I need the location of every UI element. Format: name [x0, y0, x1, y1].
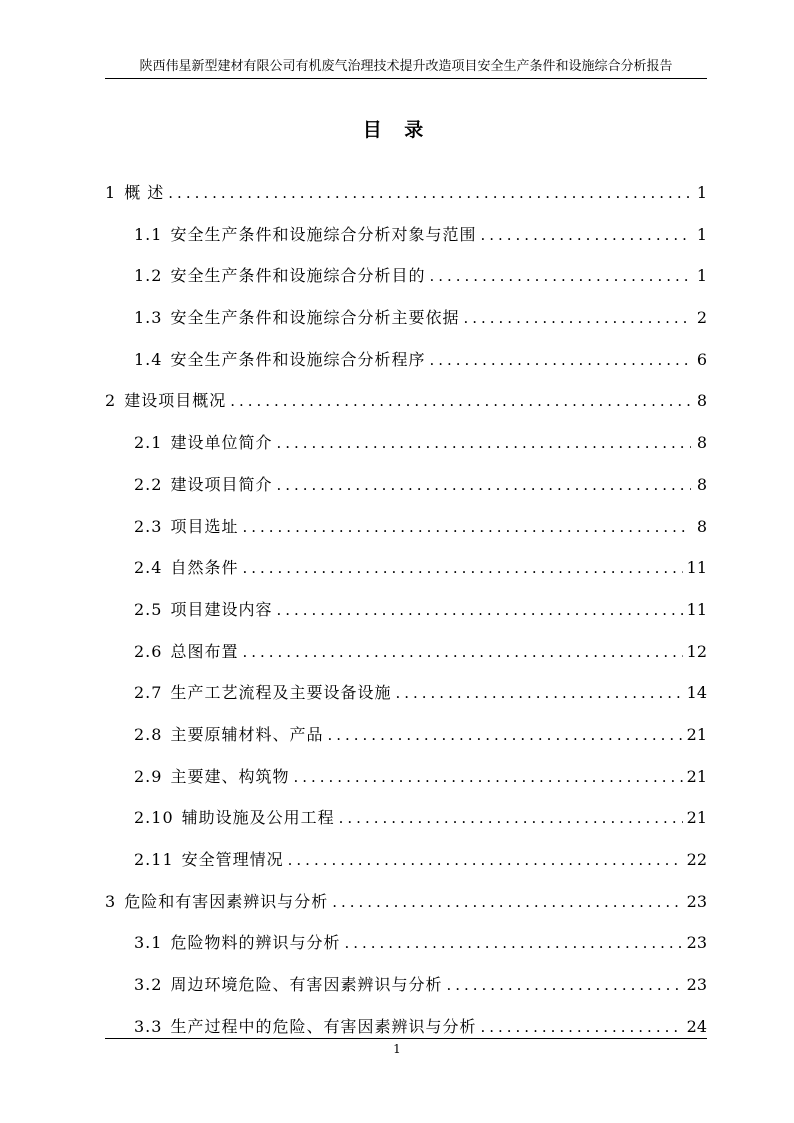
toc-dot-leader — [429, 347, 691, 373]
toc-entry-title: 危险和有害因素辨识与分析 — [124, 891, 329, 911]
toc-entry[interactable] — [105, 514, 707, 556]
toc-entry-page: 8 — [696, 391, 707, 411]
toc-entry[interactable] — [105, 722, 707, 764]
toc-entry-title: 安全生产条件和设施综合分析程序 — [170, 349, 426, 369]
toc-entry[interactable] — [105, 180, 707, 222]
toc-dot-leader — [480, 1014, 682, 1040]
toc-entry[interactable] — [105, 889, 707, 931]
toc-entry-page: 12 — [686, 641, 707, 661]
toc-entry-title: 总图布置 — [170, 641, 239, 661]
toc-entry-number: 2 — [105, 391, 117, 411]
toc-entry[interactable] — [105, 639, 707, 681]
toc-entry[interactable] — [105, 597, 707, 639]
toc-entry-title: 自然条件 — [170, 558, 239, 578]
toc-entry-page: 23 — [686, 891, 707, 911]
toc-dot-leader — [480, 222, 691, 248]
toc-dot-leader — [242, 639, 682, 665]
toc-dot-leader — [344, 930, 682, 956]
toc-entry-title: 主要建、构筑物 — [170, 766, 290, 786]
toc-entry-title: 主要原辅材料、产品 — [170, 724, 324, 744]
toc-entry[interactable] — [105, 305, 707, 347]
toc-entry-page: 2 — [696, 308, 707, 328]
toc-dot-leader — [332, 889, 682, 915]
toc-entry[interactable] — [105, 430, 707, 472]
toc-entry-page: 23 — [686, 975, 707, 995]
toc-dot-leader — [276, 430, 691, 456]
toc-entry-page: 22 — [686, 850, 707, 869]
toc-entry[interactable] — [105, 847, 707, 889]
toc-entry-title: 危险物料的辨识与分析 — [170, 933, 341, 953]
toc-entry-page: 8 — [696, 516, 707, 536]
toc-entry-title: 生产过程中的危险、有害因素辨识与分析 — [170, 1016, 477, 1036]
toc-entry-number: 1.4 — [134, 349, 163, 369]
toc-entry-title: 辅助设施及公用工程 — [181, 808, 335, 828]
toc-dot-leader — [339, 805, 683, 831]
toc-entry-number: 2.7 — [134, 683, 163, 703]
toc-entry-number: 2.10 — [134, 808, 174, 828]
toc-dot-leader — [242, 514, 691, 540]
toc-dot-leader — [276, 597, 682, 623]
toc-entry-title: 生产工艺流程及主要设备设施 — [170, 683, 392, 703]
toc-entry-page: 21 — [686, 766, 707, 786]
toc-entry-number: 2.3 — [134, 516, 163, 536]
toc-entry-page: 21 — [686, 724, 707, 744]
toc-entry-number: 2.9 — [134, 766, 163, 786]
toc-entry-title: 建设项目简介 — [170, 474, 273, 494]
toc-entry-page: 11 — [686, 558, 707, 578]
toc-entry-number: 3.1 — [134, 933, 163, 953]
toc-entry-title: 安全生产条件和设施综合分析对象与范围 — [170, 224, 477, 244]
toc-dot-leader — [230, 388, 691, 414]
toc-dot-leader — [168, 180, 691, 206]
toc-entry-number: 3 — [105, 891, 117, 911]
toc-dot-leader — [327, 722, 682, 748]
toc-entry-page: 14 — [686, 683, 707, 703]
toc-entry[interactable] — [105, 388, 707, 430]
toc-entry-title: 概 述 — [124, 183, 165, 202]
toc-dot-leader — [446, 972, 682, 998]
toc-entry-number: 3.3 — [134, 1016, 163, 1036]
toc-entry[interactable] — [105, 263, 707, 305]
toc-entry-page: 21 — [686, 808, 707, 828]
toc-dot-leader — [276, 472, 691, 498]
toc-title: 目 录 — [362, 119, 432, 141]
toc-entry-page: 8 — [696, 474, 707, 494]
toc-entry-number: 2.8 — [134, 724, 163, 744]
toc-dot-leader — [395, 680, 682, 706]
toc-entry-page: 23 — [686, 933, 707, 953]
toc-entry-number: 2.4 — [134, 558, 163, 578]
toc-dot-leader — [293, 764, 682, 790]
toc-entry[interactable] — [105, 222, 707, 264]
toc-entry-page: 1 — [696, 266, 707, 286]
toc-entry-number: 1 — [105, 183, 117, 202]
toc-entry[interactable] — [105, 680, 707, 722]
toc-entry-number: 2.2 — [134, 474, 163, 494]
toc-entry[interactable] — [105, 930, 707, 972]
toc-entry-page: 11 — [686, 599, 707, 619]
header-divider — [105, 78, 707, 79]
running-header: 陕西伟星新型建材有限公司有机废气治理技术提升改造项目安全生产条件和设施综合分析报告 — [139, 59, 673, 74]
toc-entry-title: 项目建设内容 — [170, 599, 273, 619]
footer-divider — [105, 1038, 707, 1039]
toc-entry-title: 安全管理情况 — [181, 850, 284, 869]
page-number: 1 — [393, 1042, 401, 1056]
toc-entry-number: 2.1 — [134, 433, 163, 453]
toc-entry-number: 1.3 — [134, 308, 163, 328]
toc-entry-number: 2.11 — [134, 850, 174, 869]
toc-entry-page: 6 — [696, 349, 707, 369]
toc-entry-page: 24 — [686, 1016, 707, 1036]
toc-entry-title: 建设单位简介 — [170, 433, 273, 453]
toc-entry-title: 安全生产条件和设施综合分析主要依据 — [170, 308, 460, 328]
toc-entry[interactable] — [105, 555, 707, 597]
toc-entry-title: 项目选址 — [170, 516, 239, 536]
toc-entry[interactable] — [105, 764, 707, 806]
toc-dot-leader — [242, 555, 682, 581]
toc-entry[interactable] — [105, 972, 707, 1014]
toc-entry-title: 建设项目概况 — [124, 391, 227, 411]
toc-dot-leader — [429, 263, 691, 289]
toc-entry-number: 1.1 — [134, 224, 163, 244]
toc-entry[interactable] — [105, 347, 707, 389]
toc-entry-title: 安全生产条件和设施综合分析目的 — [170, 266, 426, 286]
toc-entry-page: 1 — [696, 183, 707, 202]
toc-entry[interactable] — [105, 472, 707, 514]
toc-dot-leader — [288, 847, 683, 873]
toc-entry-number: 2.5 — [134, 599, 163, 619]
toc-entry[interactable] — [105, 805, 707, 847]
toc-dot-leader — [463, 305, 691, 331]
table-of-contents — [105, 180, 707, 1055]
toc-entry-number: 1.2 — [134, 266, 163, 286]
toc-entry-title: 周边环境危险、有害因素辨识与分析 — [170, 975, 443, 995]
toc-entry-page: 8 — [696, 433, 707, 453]
toc-entry-number: 3.2 — [134, 975, 163, 995]
toc-entry-number: 2.6 — [134, 641, 163, 661]
toc-entry-page: 1 — [696, 224, 707, 244]
